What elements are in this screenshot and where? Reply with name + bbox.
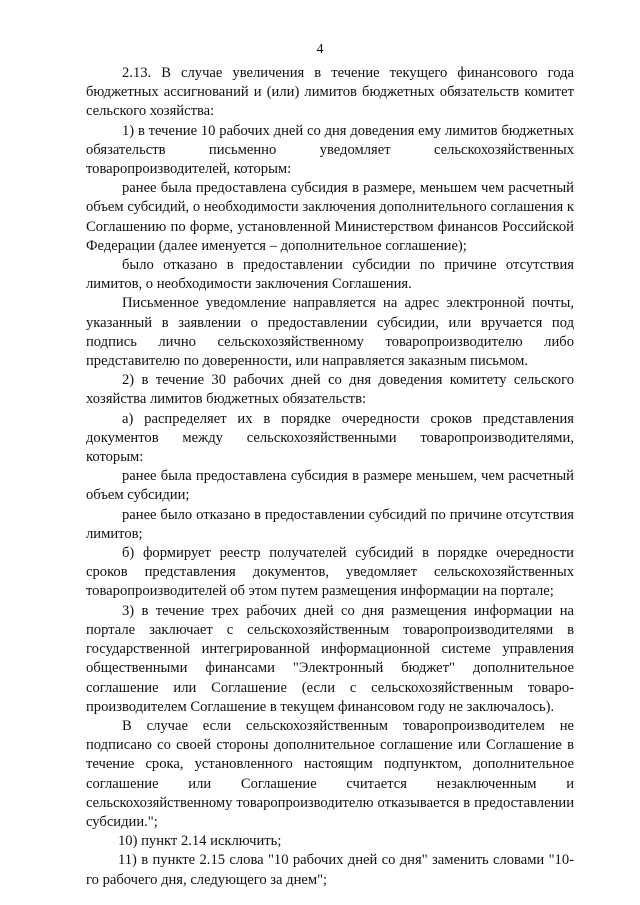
paragraph-item-2: 2) в течение 30 рабочих дней со дня доведения комитету сельского хозяйства лимитов бюджетных обязательств:: [86, 372, 574, 408]
paragraph-2a-reduced: ранее была предоставлена субсидия в размере меньшем, чем расчетный объем субсидии;: [86, 468, 574, 504]
page-number: 4: [316, 42, 324, 57]
paragraph-item-1: 1) в течение 10 рабочих дней со дня доведения ему лимитов бюджетных обязательств письменно уведомляет сельскохозяйственных товаропроизводителей, которым:: [86, 122, 574, 178]
paragraph-item-2b: б) формирует реестр получателей субсидий в порядке очередности сроков представления документов, уведомляет сельскохозяйственных товаропроизводителей об этом путем размещения информации на портале;: [86, 545, 574, 600]
paragraph-item-11: 11) в пункте 2.15 слова "10 рабочих дней со дня" заменить словами "10-го рабочего дня, следующего за днем";: [86, 852, 574, 888]
paragraph-2-13: 2.13. В случае увеличения в течение текущего финансового года бюджетных ассигнований и (или) лимитов бюджетных обязательств комитет сельского хозяйства:: [86, 65, 574, 120]
paragraph-item-2a: а) распределяет их в порядке очередности сроков представления документов между сельскохозяйственными товаропроизводителями, которым:: [86, 410, 574, 466]
paragraph-reduced-subsidy: ранее была предоставлена субсидия в размере, меньшем чем расчетный объем субсидий, о необходимости заключения дополнительного соглашения к Соглашению по форме, установленной Министерством финансов Российской Федерации (далее именуется – дополнительное соглашение);: [86, 180, 574, 254]
document-body: [86, 64, 574, 890]
paragraph-written-notice: Письменное уведомление направляется на адрес электронной почты, указанный в заявлении о предоставлении субсидии, или вручается под подпись лично сельскохозяйственному товаропроизводителю либо представителю по доверенности, или направляется заказным письмом.: [86, 295, 574, 370]
paragraph-not-signed: В случае если сельскохозяйственным товаропроизводителем не подписано со своей стороны дополнительное соглашение или Соглашение в течение срока, установленного настоящим подпунктом, дополнительное соглашение или Соглашение считается незаключенным и сельскохозяйственному товаропроизводителю отказывается в предоставлении субсидии.";: [86, 717, 574, 830]
paragraph-item-10: 10) пункт 2.14 исключить;: [118, 833, 282, 850]
paragraph-2a-refused: ранее было отказано в предоставлении субсидий по причине отсутствия лимитов;: [86, 506, 574, 542]
paragraph-refused-subsidy: было отказано в предоставлении субсидии по причине отсутствия лимитов, о необходимости заключения Соглашения.: [86, 257, 574, 293]
paragraph-item-3: 3) в течение трех рабочих дней со дня размещения информации на портале заключает с сельскохозяйственным товаропроизводителями в государственной интегрированной информационной системе управления общественными финансами "Электронный бюджет" дополнительное соглашение или Соглашение (если с сельскохозяйственным товаропроизводителем Соглашение в текущем финансовом году не заключалось).: [86, 602, 574, 715]
